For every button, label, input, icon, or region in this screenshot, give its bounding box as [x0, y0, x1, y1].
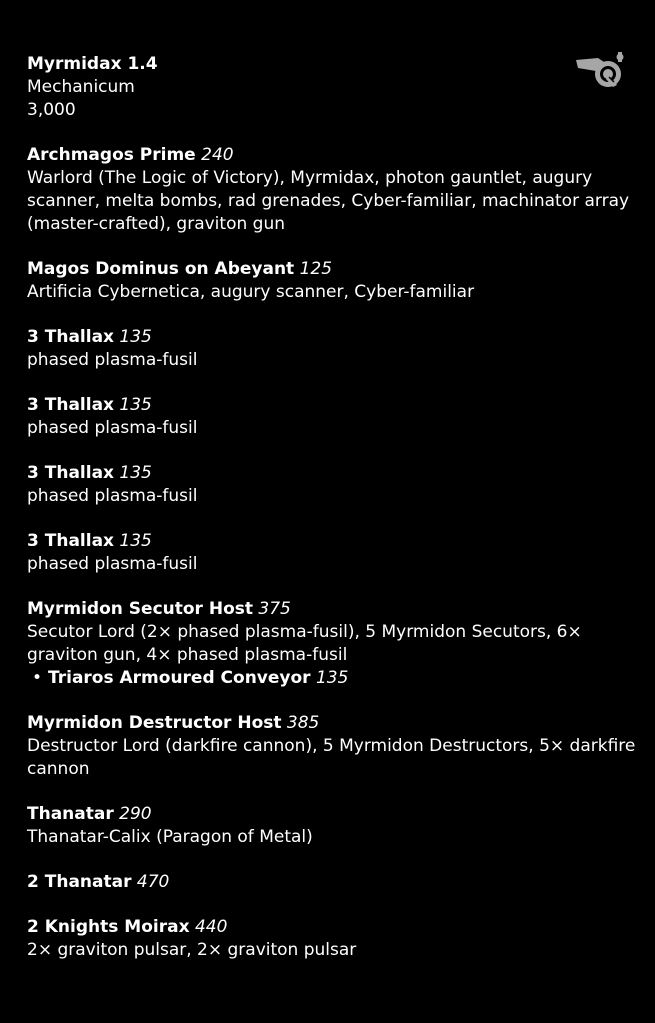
unit-points: 290	[119, 804, 152, 824]
unit-details: 2× graviton pulsar, 2× graviton pulsar	[27, 940, 357, 960]
unit-name: 3 Thallax	[27, 395, 115, 415]
unit-points: 470	[136, 872, 170, 892]
roster-header	[27, 53, 637, 122]
unit-entry	[27, 916, 637, 962]
unit-points: 135	[119, 531, 152, 551]
unit-name: Thanatar	[27, 804, 114, 824]
transport-points: 135	[315, 668, 349, 688]
unit-points: 125	[299, 259, 333, 279]
unit-name: 3 Thallax	[27, 531, 115, 551]
transport-name: Triaros Armoured Conveyor	[48, 668, 311, 688]
unit-entry	[27, 326, 637, 372]
faction-name: Mechanicum	[27, 77, 135, 97]
unit-name: Magos Dominus on Abeyant	[27, 259, 295, 279]
bullet: •	[32, 668, 43, 688]
unit-name: 2 Knights Moirax	[27, 917, 190, 937]
list-name: Myrmidax 1.4	[27, 54, 158, 74]
unit-points: 375	[258, 599, 291, 619]
unit-details: Secutor Lord (2× phased plasma-fusil), 5 Myrmidon Secutors, 6× graviton gun, 4× phased plasma-fusil	[27, 622, 582, 665]
unit-details: Artificia Cybernetica, augury scanner, Cyber-familiar	[27, 282, 475, 302]
unit-details: phased plasma-fusil	[27, 486, 198, 506]
unit-points: 135	[119, 395, 152, 415]
unit-name: Myrmidon Secutor Host	[27, 599, 254, 619]
unit-details: Destructor Lord (darkfire cannon), 5 Myrmidon Destructors, 5× darkfire cannon	[27, 736, 636, 779]
unit-points: 135	[119, 463, 152, 483]
unit-name: 2 Thanatar	[27, 872, 132, 892]
unit-entry	[27, 871, 637, 894]
unit-entry	[27, 712, 637, 781]
unit-details: phased plasma-fusil	[27, 554, 198, 574]
unit-details: phased plasma-fusil	[27, 350, 198, 370]
unit-entry	[27, 598, 637, 690]
unit-name: 3 Thallax	[27, 463, 115, 483]
points-limit: 3,000	[27, 100, 76, 120]
unit-name: 3 Thallax	[27, 327, 115, 347]
army-roster	[27, 53, 637, 984]
unit-details: phased plasma-fusil	[27, 418, 198, 438]
unit-entry	[27, 462, 637, 508]
unit-entry	[27, 258, 637, 304]
unit-details: Thanatar-Calix (Paragon of Metal)	[27, 827, 313, 847]
unit-name: Myrmidon Destructor Host	[27, 713, 282, 733]
unit-entry	[27, 144, 637, 236]
unit-points: 240	[201, 145, 234, 165]
unit-points: 135	[119, 327, 152, 347]
unit-details: Warlord (The Logic of Victory), Myrmidax, photon gauntlet, augury scanner, melta bombs, rad grenades, Cyber-familiar, machinator array (master-crafted), graviton gun	[27, 168, 630, 234]
unit-points: 385	[286, 713, 320, 733]
unit-entry	[27, 530, 637, 576]
unit-entry	[27, 394, 637, 440]
unit-entry	[27, 803, 637, 849]
unit-points: 440	[194, 917, 228, 937]
unit-name: Archmagos Prime	[27, 145, 196, 165]
dedicated-transport	[27, 667, 637, 690]
